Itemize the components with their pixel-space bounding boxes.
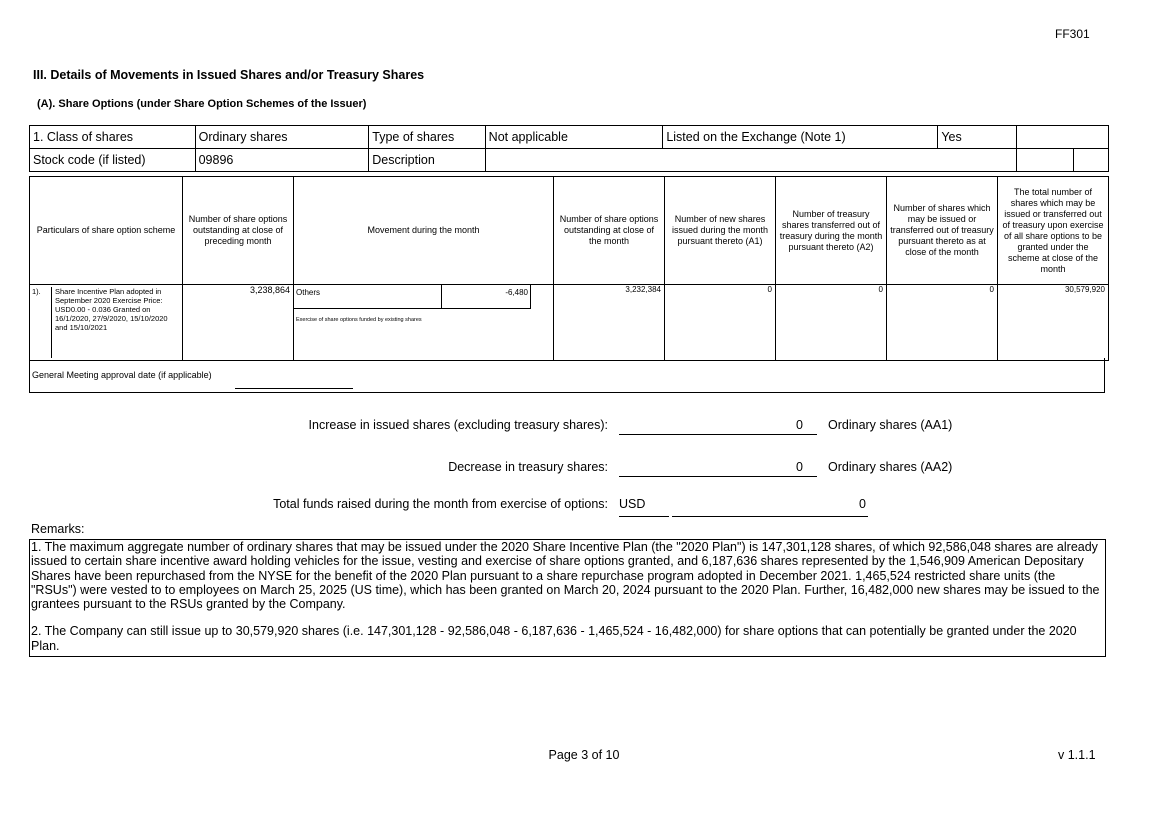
- stock-code-label: Stock code (if listed): [30, 149, 196, 172]
- outstanding-preceding-value: 3,238,864: [183, 285, 294, 361]
- listed-value: Yes: [938, 126, 1016, 149]
- class-label: 1. Class of shares: [30, 126, 196, 149]
- increase-label: Increase in issued shares (excluding treasury shares):: [308, 418, 608, 432]
- funds-value-underline: [672, 516, 868, 517]
- may-be-issued-value: 0: [887, 285, 998, 361]
- funds-currency-underline: [619, 516, 669, 517]
- type-value: Not applicable: [485, 126, 663, 149]
- header-new-shares-a1: Number of new shares issued during the month pursuant thereto (A1): [665, 177, 776, 285]
- increase-value: 0: [796, 418, 803, 432]
- total-may-be-issued-value: 30,579,920: [998, 285, 1109, 361]
- treasury-a2-value: 0: [776, 285, 887, 361]
- description-extra: [1016, 149, 1108, 172]
- decrease-unit: Ordinary shares (AA2): [828, 460, 953, 474]
- description-value: [485, 149, 1016, 172]
- class-of-shares-table: [29, 125, 1109, 172]
- version: v 1.1.1: [1058, 748, 1096, 762]
- increase-unit: Ordinary shares (AA1): [828, 418, 953, 432]
- header-movement: Movement during the month: [294, 177, 554, 285]
- movement-value: -6,480: [442, 285, 531, 309]
- general-meeting-label: General Meeting approval date (if applicable): [32, 370, 212, 380]
- funds-label: Total funds raised during the month from exercise of options:: [273, 497, 608, 511]
- movement-note: Exercise of share options funded by existing shares: [296, 317, 422, 323]
- funds-value: 0: [859, 497, 866, 511]
- movement-type: Others: [294, 285, 442, 309]
- page-number: Page 3 of 10: [548, 748, 620, 762]
- header-total-may-be-issued: The total number of shares which may be issued or transferred out of treasury upon exercise of all share options to be granted under the scheme at close of the month: [998, 177, 1109, 285]
- funds-currency: USD: [619, 497, 646, 511]
- decrease-underline: [619, 476, 817, 477]
- header-may-be-issued: Number of shares which may be issued or transferred out of treasury pursuant thereto as at close of the month: [887, 177, 998, 285]
- outstanding-close-value: 3,232,384: [554, 285, 665, 361]
- header-treasury-a2: Number of treasury shares transferred out of treasury during the month pursuant thereto (A2): [776, 177, 887, 285]
- decrease-value: 0: [796, 460, 803, 474]
- remarks-paragraph-1: 1. The maximum aggregate number of ordinary shares that may be issued under the 2020 Share Incentive Plan (the "2020 Plan") is 147,301,128 shares, of which 92,586,048 shares are already issued to certain share incentive award holding vehicles for the issue, vesting and exercise of share options granted, and 6,187,636 shares represented by the 1,546,909 American Depositary Shares have been repurchased from the NYSE for the benefit of the 2020 Plan pursuant to a share repurchase program adopted in December 2021. 1,465,524 restricted share units (the "RSUs") were vested to to employees on March 25, 2025 (US time), which has been granted on March 20, 2024 pursuant to the 2020 Plan. Further, 16,482,000 new shares may be issued to the grantees pursuant to the RSUs granted by the Company.: [31, 540, 1100, 612]
- remarks-label: Remarks:: [31, 522, 85, 536]
- decrease-label: Decrease in treasury shares:: [448, 460, 608, 474]
- movement-cell: [294, 285, 554, 361]
- section-title: III. Details of Movements in Issued Shares and/or Treasury Shares: [33, 68, 425, 82]
- share-options-table: [29, 176, 1109, 361]
- increase-underline: [619, 434, 817, 435]
- description-label: Description: [369, 149, 485, 172]
- subsection-title: (A). Share Options (under Share Option Schemes of the Issuer): [37, 98, 367, 110]
- remarks-paragraph-2: 2. The Company can still issue up to 30,579,920 shares (i.e. 147,301,128 - 92,586,048 - 6,187,636 - 1,465,524 - 16,482,000) for share options that can potentially be granted under the 2020 Plan.: [31, 624, 1077, 653]
- general-meeting-row: [29, 358, 1105, 393]
- form-code: FF301: [1055, 27, 1090, 41]
- header-outstanding-close: Number of share options outstanding at close of the month: [554, 177, 665, 285]
- listed-extra: [1016, 126, 1108, 149]
- header-outstanding-preceding: Number of share options outstanding at close of preceding month: [183, 177, 294, 285]
- remarks-box: [29, 539, 1106, 657]
- particulars-cell: [30, 285, 183, 361]
- listed-label: Listed on the Exchange (Note 1): [663, 126, 938, 149]
- header-particulars: Particulars of share option scheme: [30, 177, 183, 285]
- stock-code-value: 09896: [195, 149, 369, 172]
- particulars-text: Share Incentive Plan adopted in September 2020 Exercise Price: USD0.00 - 0.036 Granted on 16/1/2020, 27/9/2020, 15/10/2020 and 15/10/2021: [55, 287, 168, 332]
- general-meeting-date-field: [235, 388, 353, 389]
- class-value: Ordinary shares: [195, 126, 369, 149]
- type-label: Type of shares: [369, 126, 485, 149]
- new-shares-a1-value: 0: [665, 285, 776, 361]
- table-row: [30, 285, 1109, 361]
- row-index: 1).: [30, 287, 52, 358]
